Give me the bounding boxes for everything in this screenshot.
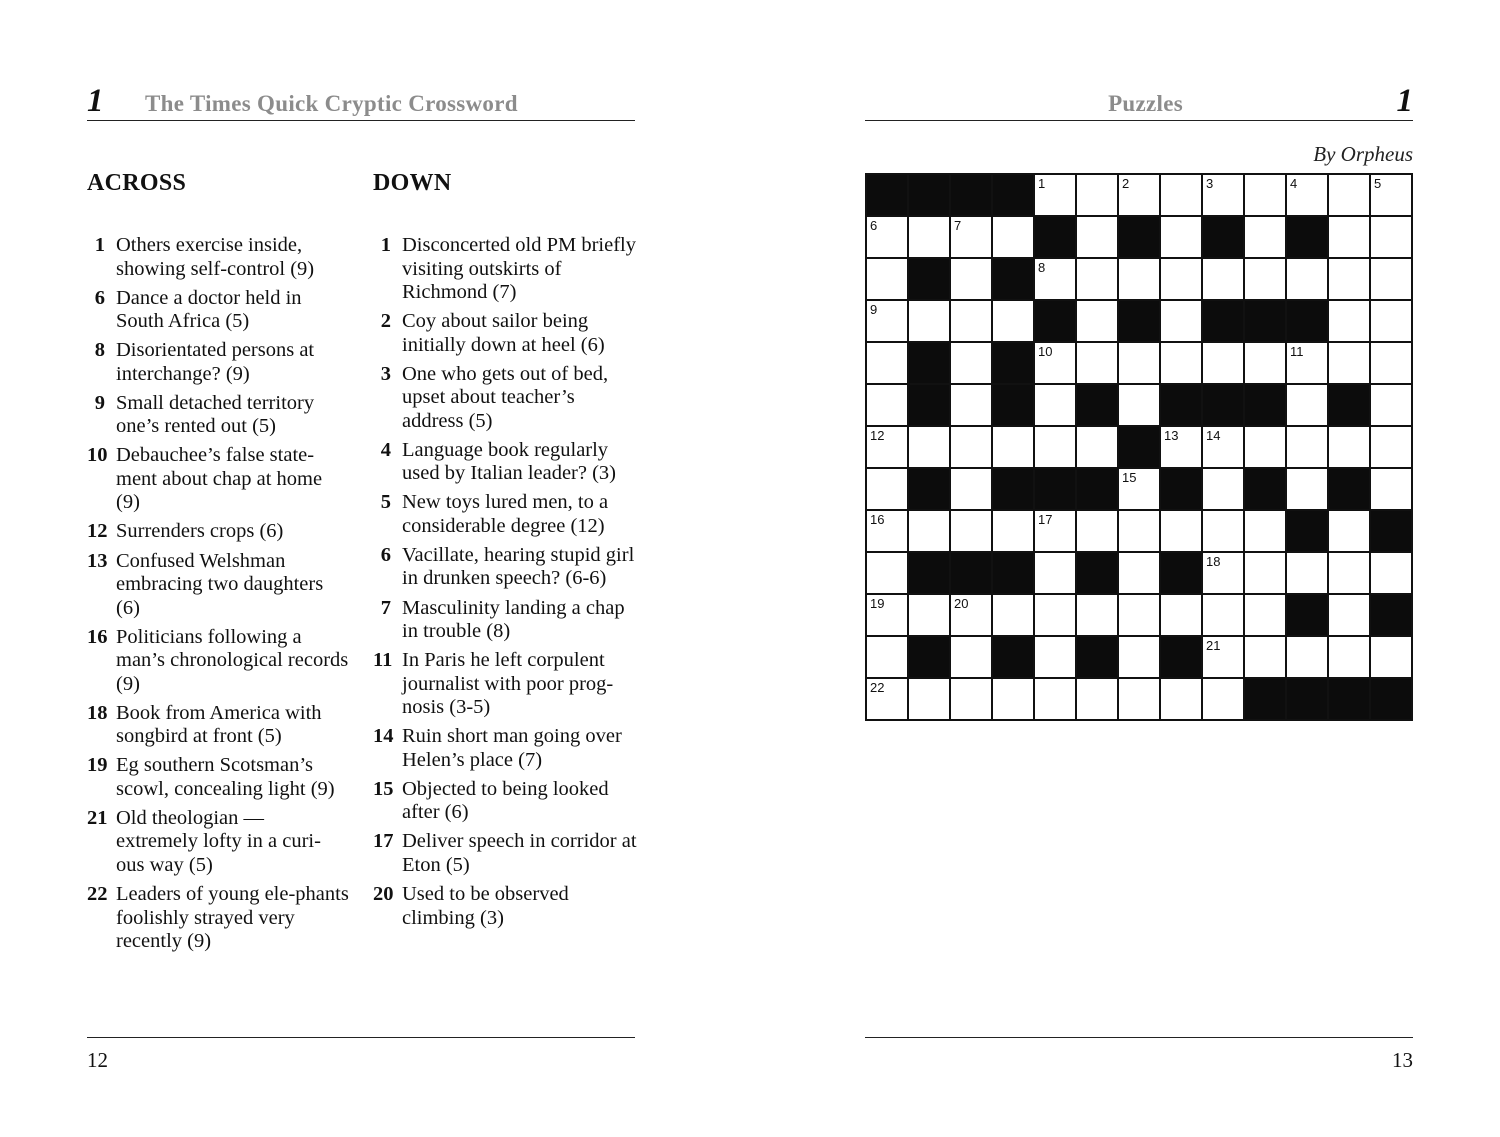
- clue-number: 5: [380, 491, 391, 514]
- grid-cell[interactable]: [1287, 343, 1327, 383]
- down-clue: [373, 883, 638, 930]
- cell-number: 18: [1206, 554, 1221, 569]
- grid-cell[interactable]: [909, 595, 949, 635]
- grid-block: [993, 553, 1033, 593]
- clue-text: Ruin short man going over Helen’s place (7): [402, 725, 622, 771]
- clue-text: Eg southern Scotsman’s scowl, concealing light (9): [116, 754, 335, 800]
- down-clue: [373, 363, 638, 434]
- grid-block: [1245, 469, 1285, 509]
- grid-cell[interactable]: [867, 679, 907, 719]
- grid-cell[interactable]: [1203, 595, 1243, 635]
- grid-cell[interactable]: [1035, 637, 1075, 677]
- clue-number: 10: [87, 444, 108, 467]
- across-clue: [87, 392, 349, 439]
- right-header-title: Puzzles: [1108, 91, 1183, 116]
- clue-text: Deliver speech in corridor at Eton (5): [402, 830, 637, 876]
- clue-number: 18: [87, 701, 108, 724]
- across-clue: [87, 883, 349, 954]
- clue-number: 12: [87, 520, 108, 543]
- clue-number: 1: [380, 234, 391, 256]
- grid-block: [993, 637, 1033, 677]
- grid-cell[interactable]: [1119, 679, 1159, 719]
- cell-number: 11: [1290, 344, 1304, 359]
- clue-text: Old theologian — extremely lofty in a curi-ous way (5): [116, 806, 321, 876]
- grid-cell[interactable]: [1371, 301, 1411, 341]
- grid-cell[interactable]: [867, 595, 907, 635]
- clue-text: Used to be observed climbing (3): [402, 883, 569, 929]
- grid-cell[interactable]: [909, 427, 949, 467]
- grid-block: [909, 469, 949, 509]
- across-clue: [87, 444, 349, 515]
- cell-number: 7: [954, 218, 962, 233]
- grid-cell[interactable]: [1245, 553, 1285, 593]
- grid-cell[interactable]: [1287, 385, 1327, 425]
- byline: By Orpheus: [1313, 142, 1413, 166]
- grid-cell[interactable]: [867, 259, 907, 299]
- clue-text: Others exercise inside, showing self-control (9): [116, 234, 315, 280]
- grid-block: [951, 175, 991, 215]
- grid-block: [993, 175, 1033, 215]
- grid-cell[interactable]: [1371, 469, 1411, 509]
- grid-cell[interactable]: [1077, 301, 1117, 341]
- grid-cell[interactable]: [1371, 427, 1411, 467]
- grid-cell[interactable]: [1203, 679, 1243, 719]
- grid-cell[interactable]: [1329, 217, 1369, 257]
- grid-cell[interactable]: [1035, 511, 1075, 551]
- crossword-grid: [865, 173, 1413, 721]
- grid-cell[interactable]: [1035, 679, 1075, 719]
- right-footer: [865, 1037, 1413, 1072]
- grid-cell[interactable]: [1203, 427, 1243, 467]
- grid-cell[interactable]: [1329, 595, 1369, 635]
- grid-cell[interactable]: [867, 637, 907, 677]
- cell-number: 10: [1038, 344, 1053, 359]
- grid-cell[interactable]: [1161, 301, 1201, 341]
- grid-block: [867, 175, 907, 215]
- grid-cell[interactable]: [1203, 553, 1243, 593]
- grid-block: [909, 259, 949, 299]
- cell-number: 9: [870, 302, 878, 317]
- clue-text: Objected to being looked after (6): [402, 777, 609, 824]
- cell-number: 6: [870, 218, 878, 233]
- grid-block: [1329, 679, 1369, 719]
- cell-number: 8: [1038, 260, 1046, 275]
- clue-number: 2: [380, 310, 391, 333]
- clue-number: 6: [94, 286, 105, 309]
- clue-text: Masculinity landing a chap in trouble (8): [402, 596, 625, 643]
- across-clues: [87, 168, 349, 959]
- grid-block: [1329, 385, 1369, 425]
- grid-cell[interactable]: [1245, 637, 1285, 677]
- cell-number: 12: [870, 428, 885, 443]
- grid-cell[interactable]: [1371, 385, 1411, 425]
- grid-cell[interactable]: [1371, 637, 1411, 677]
- grid-block: [909, 637, 949, 677]
- left-page-number: 12: [87, 1048, 108, 1072]
- across-clue: [87, 520, 349, 544]
- grid-cell[interactable]: [951, 427, 991, 467]
- grid-cell[interactable]: [951, 469, 991, 509]
- clue-number: 17: [373, 830, 394, 853]
- grid-cell[interactable]: [1329, 511, 1369, 551]
- grid-block: [1161, 469, 1201, 509]
- grid-cell[interactable]: [993, 301, 1033, 341]
- cell-number: 2: [1122, 176, 1130, 191]
- grid-cell[interactable]: [1035, 259, 1075, 299]
- grid-block: [993, 259, 1033, 299]
- clue-number: 11: [373, 649, 393, 672]
- clue-text: In Paris he left corpulent journalist with poor prog-nosis (3-5): [402, 649, 614, 719]
- grid-cell[interactable]: [1119, 175, 1159, 215]
- clue-number: 4: [380, 438, 391, 461]
- clue-text: Confused Welshman embracing two daughters (6): [116, 549, 324, 619]
- across-clue: [87, 234, 349, 281]
- grid-cell[interactable]: [1077, 427, 1117, 467]
- grid-cell[interactable]: [1203, 637, 1243, 677]
- grid-cell[interactable]: [1161, 511, 1201, 551]
- across-clue: [87, 702, 349, 749]
- cell-number: 4: [1290, 176, 1298, 191]
- grid-cell[interactable]: [993, 511, 1033, 551]
- grid-cell[interactable]: [1329, 301, 1369, 341]
- cell-number: 15: [1122, 470, 1137, 485]
- across-clue: [87, 754, 349, 801]
- grid-cell[interactable]: [951, 511, 991, 551]
- grid-block: [1245, 679, 1285, 719]
- grid-cell[interactable]: [1119, 259, 1159, 299]
- grid-cell[interactable]: [1203, 175, 1243, 215]
- grid-cell[interactable]: [867, 343, 907, 383]
- cell-number: 20: [954, 596, 969, 611]
- grid-cell[interactable]: [1119, 469, 1159, 509]
- grid-cell[interactable]: [1035, 553, 1075, 593]
- grid-block: [1077, 637, 1117, 677]
- grid-cell[interactable]: [867, 427, 907, 467]
- grid-cell[interactable]: [1245, 175, 1285, 215]
- clue-text: Vacillate, hearing stupid girl in drunken speech? (6-6): [402, 543, 635, 590]
- grid-cell[interactable]: [1161, 595, 1201, 635]
- clue-text: Coy about sailor being initially down at heel (6): [402, 310, 605, 356]
- grid-cell[interactable]: [909, 217, 949, 257]
- grid-cell[interactable]: [1119, 595, 1159, 635]
- grid-block: [1161, 553, 1201, 593]
- grid-block: [1077, 553, 1117, 593]
- down-clues: [373, 168, 638, 936]
- clue-number: 21: [87, 806, 108, 829]
- grid-cell[interactable]: [1077, 343, 1117, 383]
- down-clue: [373, 491, 638, 538]
- grid-cell[interactable]: [993, 595, 1033, 635]
- grid-cell[interactable]: [951, 217, 991, 257]
- grid-cell[interactable]: [993, 217, 1033, 257]
- clue-number: 20: [373, 883, 394, 906]
- grid-block: [1287, 595, 1327, 635]
- grid-cell[interactable]: [1245, 427, 1285, 467]
- left-running-header: [87, 82, 635, 121]
- grid-cell[interactable]: [1329, 175, 1369, 215]
- grid-cell[interactable]: [867, 511, 907, 551]
- grid-cell[interactable]: [1119, 511, 1159, 551]
- grid-cell[interactable]: [1161, 679, 1201, 719]
- grid-cell[interactable]: [1245, 259, 1285, 299]
- clue-text: One who gets out of bed, upset about teacher’s address (5): [402, 362, 609, 432]
- grid-block: [1203, 301, 1243, 341]
- clue-number: 16: [87, 625, 108, 648]
- grid-cell[interactable]: [1287, 553, 1327, 593]
- left-chapter-number: 1: [87, 83, 104, 119]
- clue-text: Language book regularly used by Italian leader? (3): [402, 438, 617, 485]
- grid-cell[interactable]: [1119, 385, 1159, 425]
- grid-block: [1035, 469, 1075, 509]
- cell-number: 21: [1206, 638, 1221, 653]
- across-clue: [87, 550, 349, 621]
- clue-text: Small detached territory one’s rented out (5): [116, 391, 315, 438]
- grid-cell[interactable]: [1161, 427, 1201, 467]
- grid-block: [1245, 301, 1285, 341]
- grid-cell[interactable]: [1371, 553, 1411, 593]
- grid-cell[interactable]: [1287, 175, 1327, 215]
- down-clue: [373, 649, 638, 720]
- grid-block: [1203, 385, 1243, 425]
- grid-cell[interactable]: [1329, 553, 1369, 593]
- grid-block: [1035, 217, 1075, 257]
- grid-block: [1077, 385, 1117, 425]
- grid-block: [1119, 217, 1159, 257]
- grid-block: [1287, 679, 1327, 719]
- grid-cell[interactable]: [1035, 175, 1075, 215]
- right-running-header: [865, 82, 1413, 121]
- grid-cell[interactable]: [867, 385, 907, 425]
- grid-block: [1371, 595, 1411, 635]
- left-header-title: The Times Quick Cryptic Crossword: [145, 91, 518, 116]
- grid-cell[interactable]: [1035, 385, 1075, 425]
- grid-block: [1035, 301, 1075, 341]
- down-clue: [373, 544, 638, 591]
- grid-block: [909, 385, 949, 425]
- grid-block: [993, 385, 1033, 425]
- cell-number: 5: [1374, 176, 1382, 191]
- grid-cell[interactable]: [1119, 637, 1159, 677]
- grid-cell[interactable]: [1077, 679, 1117, 719]
- across-clue: [87, 626, 349, 697]
- grid-cell[interactable]: [1287, 427, 1327, 467]
- right-page: [750, 0, 1500, 1137]
- grid-block: [1119, 301, 1159, 341]
- grid-cell[interactable]: [1245, 511, 1285, 551]
- right-chapter-number: 1: [1396, 83, 1413, 119]
- clue-text: New toys lured men, to a considerable degree (12): [402, 491, 609, 537]
- grid-cell[interactable]: [1329, 343, 1369, 383]
- grid-block: [1287, 301, 1327, 341]
- grid-cell[interactable]: [1329, 427, 1369, 467]
- down-clue: [373, 725, 638, 772]
- grid-cell[interactable]: [1119, 343, 1159, 383]
- grid-cell[interactable]: [951, 637, 991, 677]
- across-clue: [87, 807, 349, 878]
- grid-cell[interactable]: [909, 511, 949, 551]
- down-clue: [373, 234, 638, 305]
- grid-block: [1287, 511, 1327, 551]
- grid-cell[interactable]: [1203, 469, 1243, 509]
- grid-block: [1287, 217, 1327, 257]
- grid-cell[interactable]: [1161, 343, 1201, 383]
- clue-text: Leaders of young ele-phants foolishly strayed very recently (9): [116, 883, 349, 953]
- grid-block: [951, 553, 991, 593]
- grid-block: [1329, 469, 1369, 509]
- grid-cell[interactable]: [1371, 217, 1411, 257]
- clue-number: 1: [94, 234, 105, 256]
- grid-block: [1371, 679, 1411, 719]
- grid-block: [1077, 469, 1117, 509]
- grid-block: [993, 469, 1033, 509]
- left-footer: [87, 1037, 635, 1072]
- grid-cell[interactable]: [1035, 595, 1075, 635]
- grid-cell[interactable]: [1371, 343, 1411, 383]
- grid-cell[interactable]: [867, 301, 907, 341]
- cell-number: 17: [1038, 512, 1053, 527]
- clue-text: Disorientated persons at interchange? (9): [116, 339, 315, 385]
- cell-number: 1: [1038, 176, 1046, 191]
- cell-number: 19: [870, 596, 885, 611]
- clue-number: 15: [373, 777, 394, 800]
- clue-text: Surrenders crops (6): [116, 520, 284, 543]
- grid-block: [909, 343, 949, 383]
- grid-cell[interactable]: [1329, 259, 1369, 299]
- grid-cell[interactable]: [867, 553, 907, 593]
- clue-text: Disconcerted old PM briefly visiting outskirts of Richmond (7): [402, 234, 636, 303]
- grid-cell[interactable]: [1371, 175, 1411, 215]
- down-clue: [373, 597, 638, 644]
- grid-cell[interactable]: [1203, 511, 1243, 551]
- grid-block: [1161, 637, 1201, 677]
- grid-cell[interactable]: [951, 385, 991, 425]
- down-clue: [373, 439, 638, 486]
- grid-block: [1161, 385, 1201, 425]
- across-clue: [87, 287, 349, 334]
- clue-text: Dance a doctor held in South Africa (5): [116, 286, 302, 333]
- grid-cell[interactable]: [1287, 637, 1327, 677]
- grid-cell[interactable]: [1203, 259, 1243, 299]
- grid-cell[interactable]: [1077, 259, 1117, 299]
- across-heading: ACROSS: [87, 170, 187, 196]
- across-clue-list: [87, 234, 349, 954]
- grid-cell[interactable]: [1371, 259, 1411, 299]
- grid-cell[interactable]: [1287, 469, 1327, 509]
- grid-cell[interactable]: [867, 469, 907, 509]
- clue-number: 6: [380, 543, 391, 566]
- grid-cell[interactable]: [1077, 511, 1117, 551]
- clue-number: 13: [87, 549, 108, 572]
- clue-number: 8: [94, 339, 105, 362]
- cell-number: 22: [870, 680, 885, 695]
- down-clue: [373, 830, 638, 877]
- grid-cell[interactable]: [951, 259, 991, 299]
- grid-cell[interactable]: [1077, 595, 1117, 635]
- clue-number: 22: [87, 883, 108, 906]
- across-clue: [87, 339, 349, 386]
- grid-cell[interactable]: [1245, 343, 1285, 383]
- grid-cell[interactable]: [1077, 175, 1117, 215]
- grid-cell[interactable]: [1161, 259, 1201, 299]
- grid-cell[interactable]: [909, 301, 949, 341]
- clue-text: Book from America with songbird at front (5): [116, 701, 322, 748]
- grid-cell[interactable]: [909, 679, 949, 719]
- clue-number: 7: [380, 596, 391, 619]
- grid-block: [909, 175, 949, 215]
- grid-cell[interactable]: [951, 343, 991, 383]
- clue-text: Debauchee’s false state-ment about chap at home (9): [116, 444, 323, 514]
- grid-block: [993, 343, 1033, 383]
- grid-cell[interactable]: [1161, 217, 1201, 257]
- grid-cell[interactable]: [1245, 217, 1285, 257]
- grid-cell[interactable]: [867, 217, 907, 257]
- grid-cell[interactable]: [951, 301, 991, 341]
- grid-block: [909, 553, 949, 593]
- clue-number: 14: [373, 725, 394, 748]
- right-page-number: 13: [1392, 1048, 1413, 1072]
- grid-cell[interactable]: [1035, 343, 1075, 383]
- grid-cell[interactable]: [1119, 553, 1159, 593]
- grid-cell[interactable]: [951, 679, 991, 719]
- down-heading: DOWN: [373, 170, 452, 196]
- clue-number: 3: [380, 362, 391, 385]
- down-clue: [373, 778, 638, 825]
- grid-block: [1119, 427, 1159, 467]
- cell-number: 16: [870, 512, 885, 527]
- down-clue-list: [373, 234, 638, 930]
- clue-text: Politicians following a man’s chronological records (9): [116, 625, 349, 695]
- clue-number: 9: [94, 391, 105, 414]
- clue-number: 19: [87, 754, 108, 777]
- cell-number: 14: [1206, 428, 1221, 443]
- grid-block: [1203, 217, 1243, 257]
- grid-cell[interactable]: [1245, 595, 1285, 635]
- grid-cell[interactable]: [1035, 427, 1075, 467]
- down-clue: [373, 310, 638, 357]
- grid-cell[interactable]: [1203, 343, 1243, 383]
- cell-number: 3: [1206, 176, 1214, 191]
- grid-cell[interactable]: [1077, 217, 1117, 257]
- cell-number: 13: [1164, 428, 1179, 443]
- grid-block: [1245, 385, 1285, 425]
- grid-cell[interactable]: [993, 427, 1033, 467]
- grid-cell[interactable]: [1329, 637, 1369, 677]
- grid-cell[interactable]: [951, 595, 991, 635]
- grid-cell[interactable]: [1161, 175, 1201, 215]
- grid-block: [1371, 511, 1411, 551]
- grid-cell[interactable]: [1287, 259, 1327, 299]
- grid-cell[interactable]: [993, 679, 1033, 719]
